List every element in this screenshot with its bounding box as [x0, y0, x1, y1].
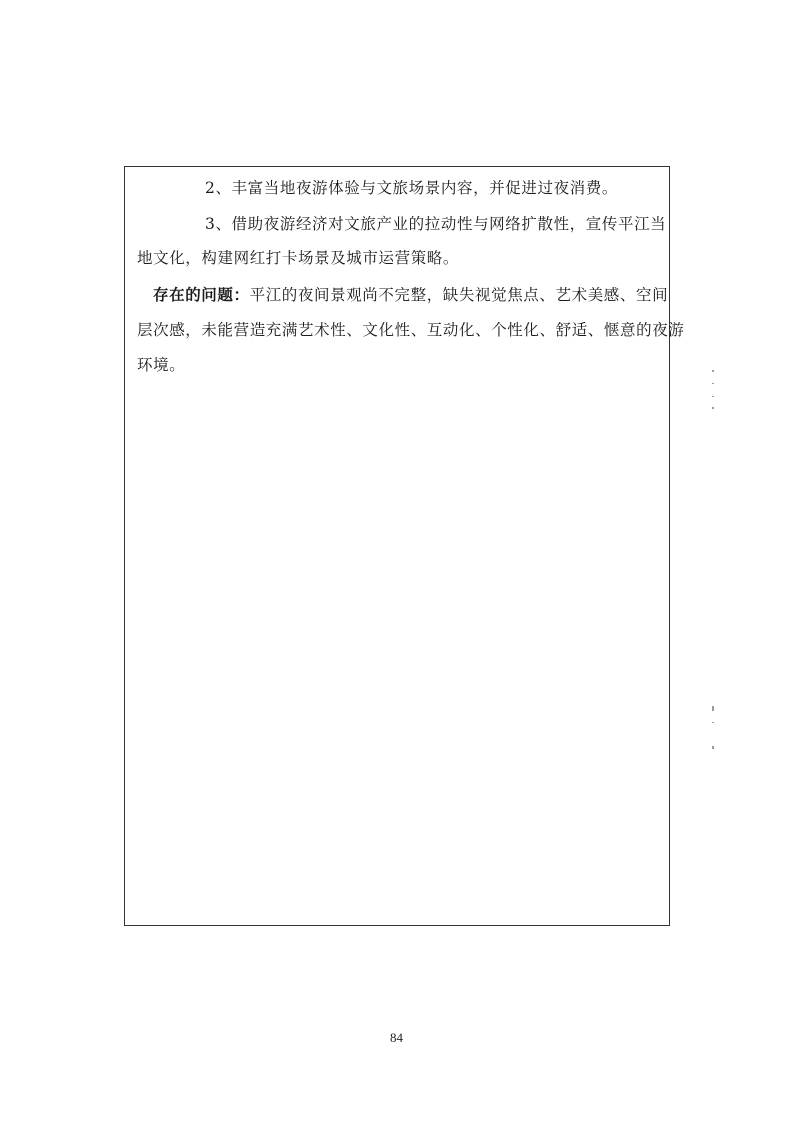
scan-mark	[712, 383, 714, 384]
scan-mark	[712, 746, 714, 749]
scan-mark	[712, 722, 714, 723]
paragraph-3-line-1	[153, 285, 668, 305]
scan-mark	[712, 407, 714, 409]
paragraph-2-line-1: 3、借助夜游经济对文旅产业的拉动性与网络扩散性，宣传平江当	[205, 215, 667, 233]
page-number: 84	[390, 1030, 403, 1045]
scan-mark	[712, 706, 714, 711]
issues-label: 存在的问题：	[153, 285, 250, 304]
paragraph-1-line-1: 2、丰富当地夜游体验与文旅场景内容，并促进过夜消费。	[205, 179, 618, 197]
paragraph-3-line-2: 层次感，未能营造充满艺术性、文化性、互动化、个性化、舒适、惬意的夜游	[137, 321, 685, 339]
paragraph-3-line-3: 环境。	[137, 356, 186, 374]
scan-mark	[712, 396, 714, 397]
paragraph-2-line-2: 地文化，构建网红打卡场景及城市运营策略。	[137, 249, 460, 267]
scan-mark	[712, 370, 714, 372]
content-table-cell	[124, 166, 685, 926]
issues-text-line-1: 平江的夜间景观尚不完整，缺失视觉焦点、艺术美感、空间	[249, 286, 669, 304]
